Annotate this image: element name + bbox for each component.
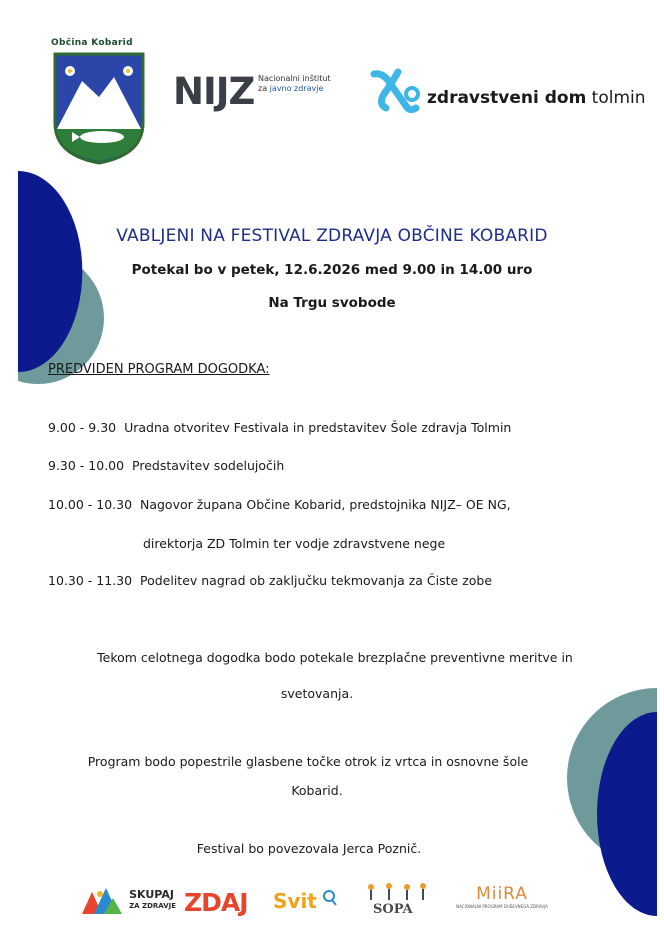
note-measurements-line1: Tekom celotnega dogodka bodo potekale brezplačne preventivne meritve in: [97, 650, 573, 665]
zd-prefix: zdravstveni: [427, 88, 545, 108]
skupaj-za-zdravje-logo: [80, 884, 176, 916]
note-music-line1: Program bodo popestrile glasbene točke otrok iz vrtca in osnovne šole: [87, 754, 529, 769]
zd-emph: dom: [544, 88, 587, 108]
nijz-logo-text: NIJZ: [173, 70, 255, 113]
svit-logo: [273, 889, 338, 913]
crest-caption: Občina Kobarid: [51, 38, 133, 48]
zd-tolmin-wordmark: [427, 88, 646, 108]
zdaj-logo: ZDAJ: [184, 888, 248, 917]
program-item-time: 9.30 - 10.00: [48, 458, 125, 473]
program-item-text: Uradna otvoritev Festivala in predstavitev Šole zdravja Tolmin: [124, 420, 512, 435]
skupaj-line2: ZA ZDRAVJE: [129, 901, 177, 910]
program-item-time: 10.30 - 11.30: [48, 573, 133, 588]
svit-text: Svit: [273, 889, 317, 913]
skupaj-icon: [80, 884, 124, 916]
program-item: [48, 420, 511, 435]
nijz-line1: Nacionalni inštitut: [258, 74, 331, 83]
program-item-text: Nagovor župana Občine Kobarid, predstojnika NIJZ– OE NG,: [139, 497, 511, 512]
skupaj-line1: SKUPAJ: [129, 887, 174, 901]
sopa-figures-icon: [363, 882, 433, 902]
invite-title: VABLJENI NA FESTIVAL ZDRAVJA OBČINE KOBARID: [116, 226, 548, 246]
program-item: [48, 458, 284, 473]
program-item: [48, 573, 492, 588]
invite-where: Na Trgu svobode: [268, 295, 396, 311]
mira-caption: NACIONALNI PROGRAM DUŠEVNEGA ZDRAVJA: [456, 904, 548, 909]
mira-text: MiiRA: [476, 884, 528, 904]
zd-suffix: tolmin: [586, 88, 646, 108]
kobarid-coat-of-arms: [52, 51, 146, 165]
sopa-text: SOPA: [373, 902, 413, 917]
invite-when: Potekal bo v petek, 12.6.2026 med 9.00 in 14.00 uro: [131, 262, 533, 278]
nijz-line2-prefix: za: [258, 84, 270, 93]
program-item-text: Podelitev nagrad ob zaključku tekmovanja za Čiste zobe: [139, 573, 493, 588]
note-music-line2: Kobarid.: [291, 783, 343, 798]
program-item-time: 9.00 - 9.30: [48, 420, 117, 435]
nijz-full-name: [258, 74, 331, 94]
nijz-logo: [173, 70, 254, 113]
program-item: [48, 497, 511, 512]
magnifier-icon: [322, 889, 338, 907]
program-heading: PREDVIDEN PROGRAM DOGODKA:: [48, 362, 270, 377]
mira-logo: [454, 884, 550, 909]
program-item-time: 10.00 - 10.30: [48, 497, 133, 512]
right-decorative-circles: [560, 670, 664, 939]
program-item-continuation: direktorja ZD Tolmin ter vodje zdravstvene nege: [143, 536, 446, 551]
note-host: Festival bo povezovala Jerca Poznič.: [196, 841, 422, 856]
program-item-text: Predstavitev sodelujočih: [132, 458, 285, 473]
sopa-logo: [363, 882, 433, 918]
zd-tolmin-logo-icon: [370, 68, 426, 114]
nijz-line2-emph: javno zdravje: [269, 84, 324, 93]
note-measurements-line2: svetovanja.: [280, 686, 354, 701]
